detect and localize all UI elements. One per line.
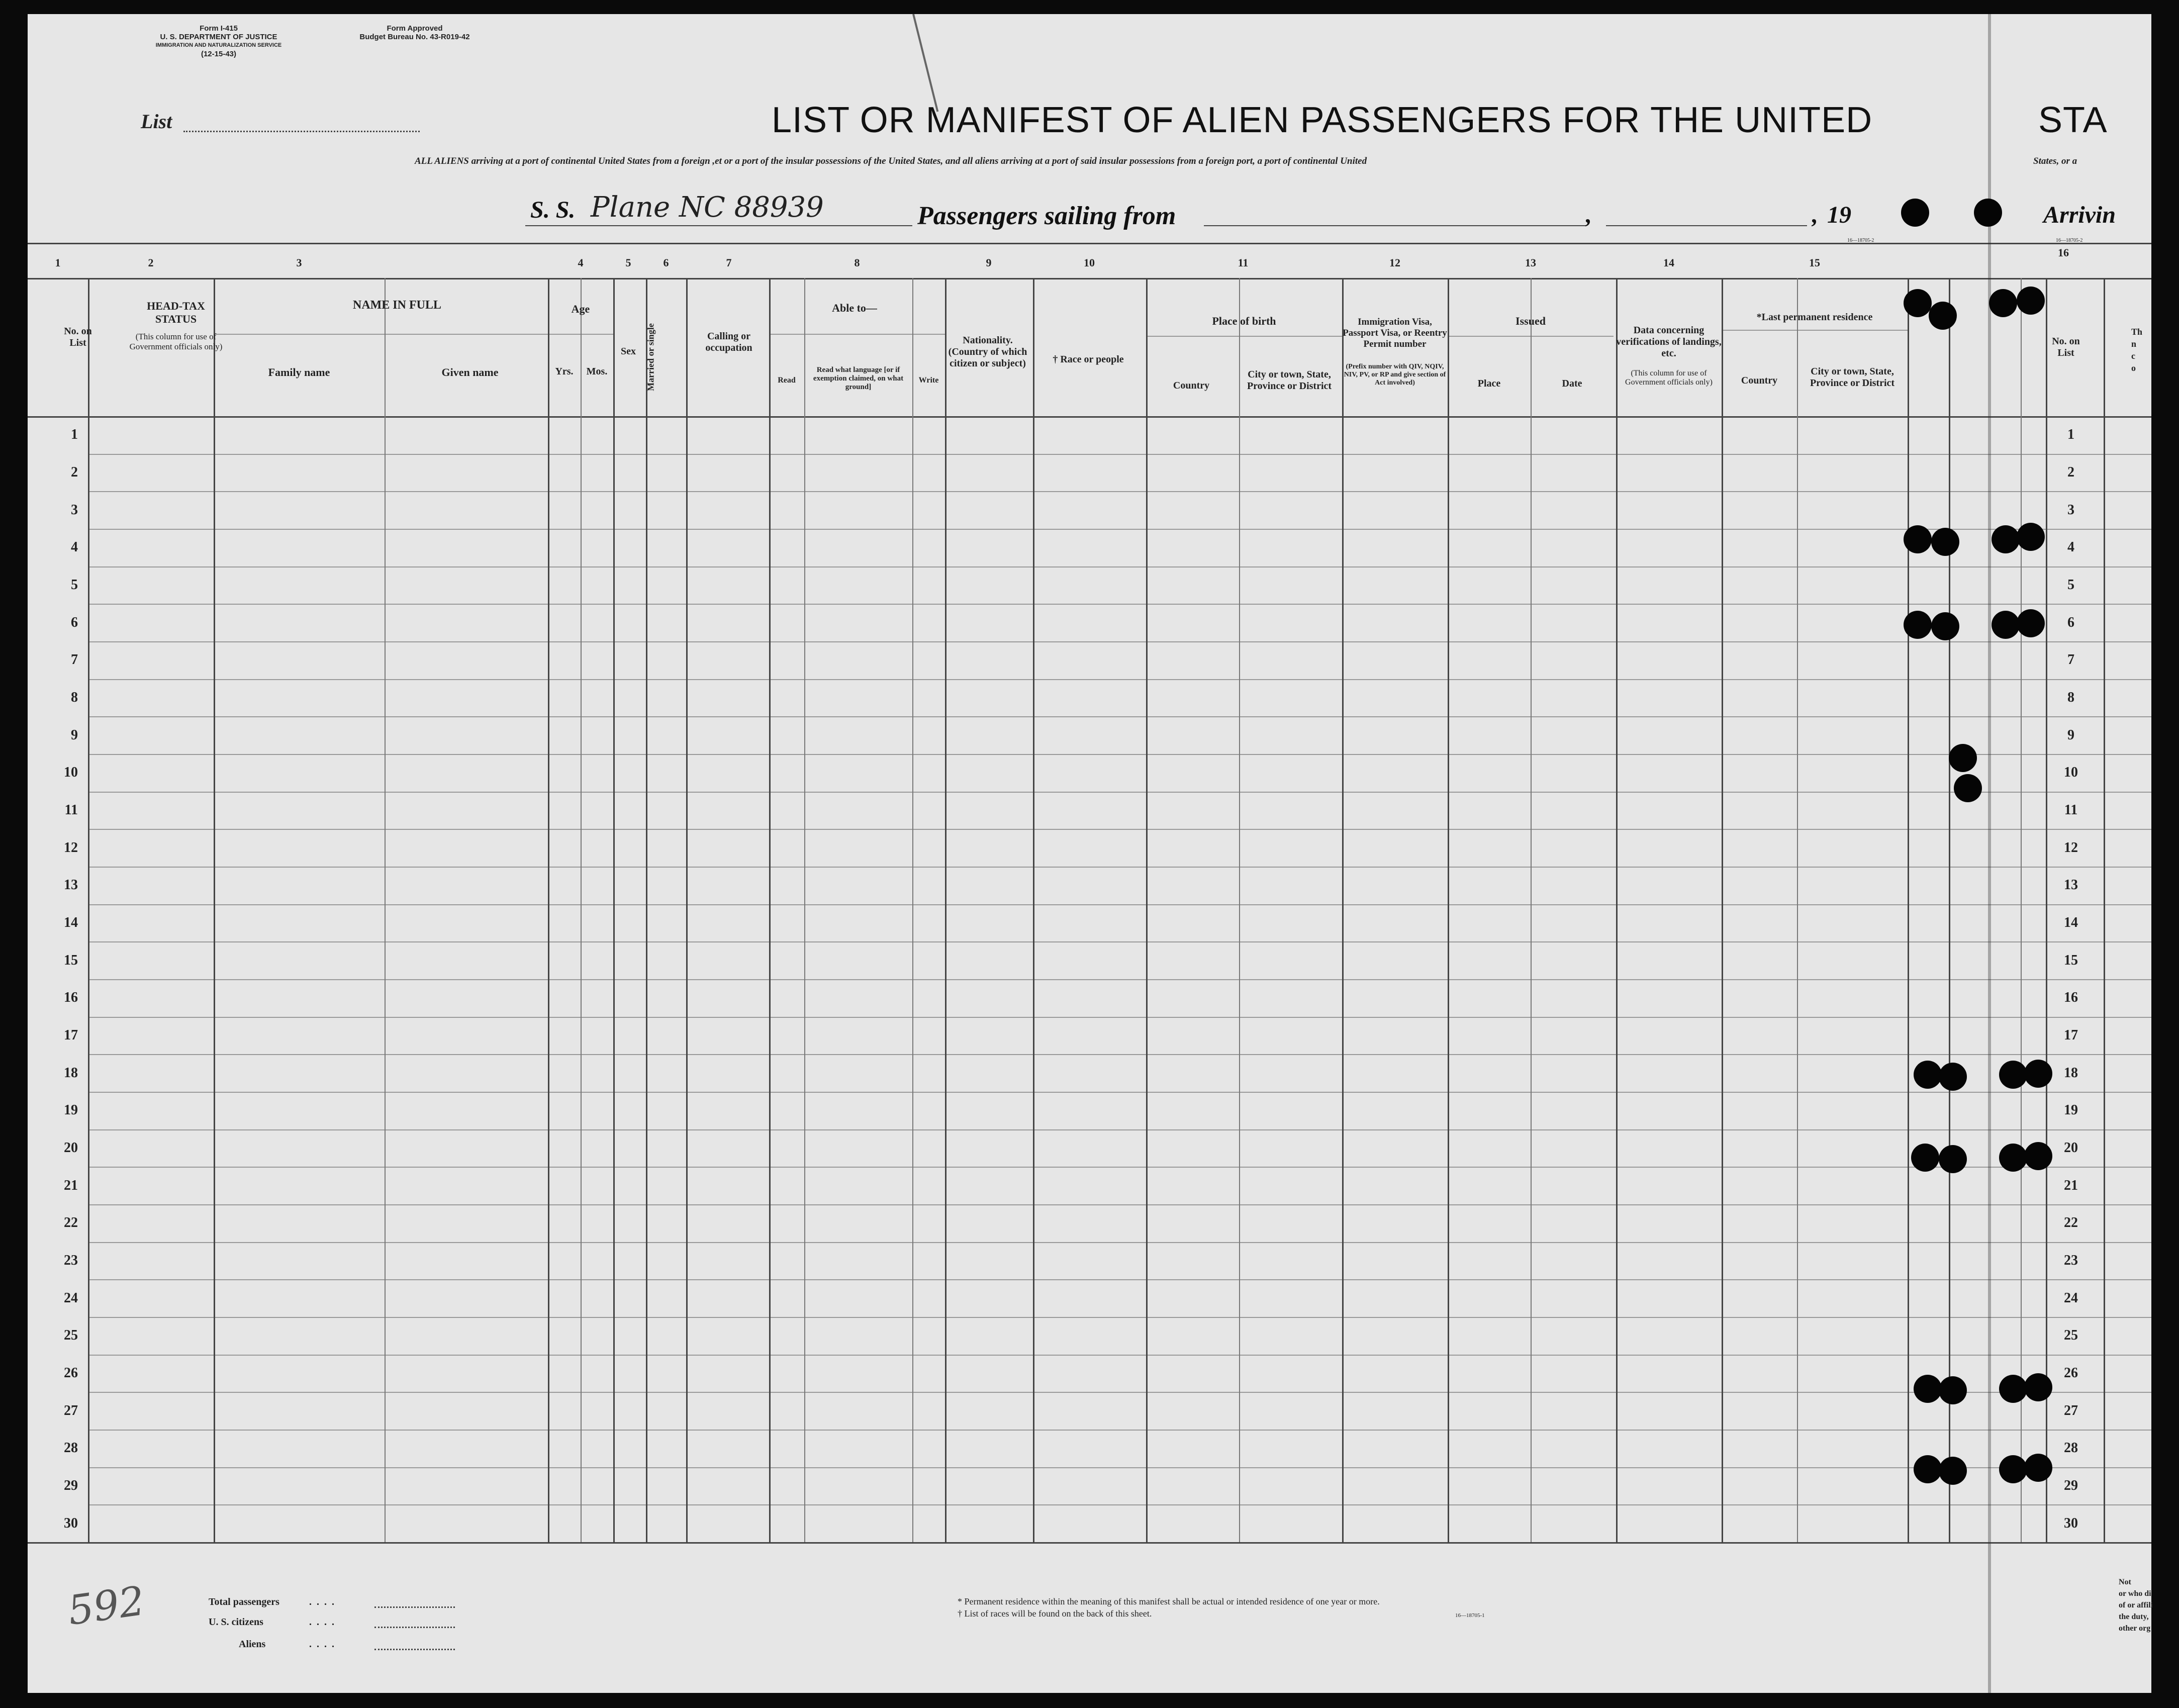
row-line: [88, 566, 2151, 567]
row-number-right: 17: [2064, 1027, 2078, 1043]
row-line: [88, 679, 2151, 680]
punch-hole: [2024, 1142, 2052, 1170]
row-line: [88, 979, 2151, 980]
header-family-name: Family name: [268, 366, 330, 378]
right-hdr-2: n: [2131, 339, 2137, 349]
column-line: [646, 278, 647, 1542]
header-no-on-list-right: No. on List: [2052, 336, 2080, 358]
header-nationality: Nationality. (Country of which citizen or subject): [948, 335, 1027, 369]
row-number: 23: [64, 1253, 78, 1268]
column-number: 6: [663, 256, 669, 269]
row-number-right: 1: [2067, 427, 2074, 443]
row-number: 16: [64, 990, 78, 1006]
row-number-right: 7: [2067, 652, 2074, 668]
row-line: [88, 754, 2151, 755]
row-number-right: 16: [2064, 990, 2078, 1006]
column-line: [1342, 278, 1344, 1542]
row-number-right: 12: [2064, 839, 2078, 856]
column-line: [1033, 278, 1034, 1542]
column-line: [1146, 278, 1148, 1542]
row-number: 18: [64, 1065, 78, 1081]
row-number-right: 9: [2067, 727, 2074, 743]
row-number: 14: [64, 915, 78, 930]
column-number: 8: [854, 256, 860, 269]
header-race: † Race or people: [1053, 354, 1124, 365]
header-issued-place: Place: [1477, 378, 1501, 389]
header-issued: Issued: [1515, 315, 1546, 327]
table-bottom-border: [28, 1542, 2151, 1544]
punch-hole: [1992, 611, 2020, 639]
column-line: [385, 278, 386, 1542]
row-line: [88, 491, 2151, 492]
header-issued-date: Date: [1562, 378, 1582, 389]
vessel-underline: [525, 225, 912, 226]
column-line: [1531, 278, 1532, 1542]
row-number: 25: [64, 1327, 78, 1344]
row-line: [88, 904, 2151, 905]
header-last-residence: *Last permanent residence: [1756, 312, 1873, 323]
row-number: 7: [71, 652, 78, 668]
column-number: 1: [55, 256, 61, 269]
header-visa: Immigration Visa, Passport Visa, or Reentry Permit number: [1343, 317, 1447, 349]
column-line: [686, 278, 688, 1542]
row-number-right: 20: [2064, 1140, 2078, 1156]
aliens-line: [374, 1649, 455, 1650]
column-line: [1908, 278, 1909, 1542]
column-number: 3: [296, 256, 302, 269]
form-meta: [148, 24, 289, 58]
date-code: (12-15-43): [201, 50, 237, 58]
column-line: [804, 278, 805, 1542]
row-number-right: 30: [2064, 1515, 2078, 1531]
row-number-right: 5: [2067, 577, 2074, 593]
column-line: [2104, 278, 2105, 1542]
row-line: [88, 1204, 2151, 1205]
row-line: [88, 1430, 2151, 1431]
punch-hole: [2024, 1060, 2052, 1088]
row-number-right: 11: [2064, 802, 2078, 818]
header-data-note: (This column for use of Government officials only): [1625, 369, 1713, 387]
row-number: 29: [64, 1478, 78, 1493]
header-sex: Sex: [621, 346, 636, 357]
header-head-tax: HEAD-TAX STATUS: [147, 300, 205, 325]
comma-2: ,: [1812, 202, 1818, 228]
row-line: [88, 716, 2151, 717]
punch-hole: [1931, 528, 1959, 556]
punch-hole: [2017, 287, 2045, 315]
punch-hole: [1999, 1375, 2027, 1403]
header-data-landings: Data concerning verifications of landings, etc.: [1616, 325, 1722, 359]
row-number: 20: [64, 1140, 78, 1156]
punch-hole: [1974, 199, 2002, 227]
row-line: [88, 1129, 2151, 1130]
header-visa-note: (Prefix number with QIV, NQIV, NIV, PV, or RP and give section of Act involved): [1344, 363, 1446, 387]
row-number: 9: [71, 727, 78, 743]
footnote-races: † List of races will be found on the back of this sheet.: [958, 1608, 1152, 1619]
header-given-name: Given name: [441, 366, 499, 378]
able-subheader-line: [769, 334, 945, 335]
row-line: [88, 1504, 2151, 1505]
row-line: [88, 1467, 2151, 1468]
punch-hole: [1992, 525, 2020, 553]
column-line: [88, 278, 89, 1542]
row-line: [88, 604, 2151, 605]
row-number: 21: [64, 1177, 78, 1193]
row-number-right: 29: [2064, 1478, 2078, 1493]
row-number-right: 13: [2064, 877, 2078, 893]
list-line: [183, 131, 420, 132]
right-note-1: Not: [2119, 1578, 2131, 1586]
row-number: 12: [64, 839, 78, 856]
header-name-in-full: NAME IN FULL: [352, 299, 441, 312]
header-married: Married or single: [645, 323, 656, 391]
punch-hole: [1914, 1455, 1942, 1483]
punch-hole: [1949, 744, 1977, 772]
column-number: 4: [578, 256, 584, 269]
row-number-right: 28: [2064, 1440, 2078, 1456]
name-subheader-line: [214, 334, 581, 335]
column-line: [581, 278, 582, 1542]
row-number-right: 10: [2064, 765, 2078, 781]
aliens-label: Aliens: [239, 1639, 266, 1650]
column-number: 12: [1389, 256, 1400, 269]
row-number: 8: [71, 690, 78, 705]
punch-hole: [1901, 199, 1929, 227]
column-number: 16: [2058, 246, 2069, 259]
column-line: [613, 278, 615, 1542]
row-number: 3: [71, 502, 78, 518]
punch-hole: [1954, 774, 1982, 802]
header-residence-city: City or town, State, Province or District: [1810, 366, 1895, 389]
punch-hole: [1939, 1145, 1967, 1173]
row-number-right: 14: [2064, 915, 2078, 930]
budget-bureau: Budget Bureau No. 43-R019-42: [359, 33, 470, 41]
header-read-language: Read what language [or if exemption claimed, on what ground]: [813, 366, 904, 391]
column-number: 10: [1084, 256, 1095, 269]
row-number: 13: [64, 877, 78, 893]
row-number-right: 25: [2064, 1327, 2078, 1344]
row-line: [88, 1279, 2151, 1280]
row-number: 26: [64, 1365, 78, 1381]
sailing-label: Passengers sailing from: [917, 202, 1176, 230]
column-number: 15: [1809, 256, 1820, 269]
row-line: [88, 1054, 2151, 1055]
column-line: [1722, 278, 1723, 1542]
header-yrs: Yrs.: [555, 366, 574, 377]
row-number: 1: [71, 427, 78, 443]
row-number-right: 2: [2067, 464, 2074, 480]
punch-hole: [1904, 525, 1932, 553]
column-line: [2046, 278, 2047, 1542]
punch-hole: [1904, 289, 1932, 317]
punch-hole: [2017, 523, 2045, 551]
service: IMMIGRATION AND NATURALIZATION SERVICE: [155, 42, 282, 48]
comma: ,: [1586, 202, 1592, 228]
row-line: [88, 529, 2151, 530]
punch-hole: [1904, 611, 1932, 639]
residence-subheader-line: [1722, 330, 1908, 331]
vessel-prefix: S. S.: [530, 197, 576, 223]
punch-hole: [1931, 612, 1959, 640]
header-birth-country: Country: [1173, 380, 1210, 391]
column-line: [912, 278, 913, 1542]
form-number: Form I-415: [200, 24, 238, 33]
column-line: [214, 278, 215, 1542]
punch-hole: [1929, 302, 1957, 330]
manifest-sheet: [28, 14, 2151, 1693]
row-number: 27: [64, 1402, 78, 1418]
punch-hole: [2024, 1454, 2052, 1482]
page-title-cont: STA: [2038, 100, 2108, 140]
row-line: [88, 1317, 2151, 1318]
punch-hole: [1989, 289, 2017, 317]
punch-hole: [1939, 1063, 1967, 1091]
row-number: 17: [64, 1027, 78, 1043]
row-line: [88, 829, 2151, 830]
column-number: 2: [148, 256, 154, 269]
form-approved: Form Approved: [387, 24, 443, 33]
row-number-right: 19: [2064, 1102, 2078, 1118]
tear-mark: [912, 14, 938, 112]
punch-hole: [2017, 609, 2045, 637]
column-line: [1448, 278, 1449, 1542]
right-note-2: or who di: [2119, 1589, 2151, 1598]
birth-subheader-line: [1146, 336, 1342, 337]
row-number-right: 21: [2064, 1177, 2078, 1193]
row-number-right: 26: [2064, 1365, 2078, 1381]
row-line: [88, 867, 2151, 868]
row-number-right: 3: [2067, 502, 2074, 518]
dots-2: ....: [309, 1617, 339, 1628]
column-number: 13: [1525, 256, 1536, 269]
column-line: [1239, 278, 1240, 1542]
total-passengers-label: Total passengers: [209, 1596, 279, 1607]
row-number: 19: [64, 1102, 78, 1118]
row-number: 6: [71, 614, 78, 630]
column-number: 5: [625, 256, 631, 269]
right-note-4: the duty,: [2119, 1612, 2149, 1621]
year-prefix: 19: [1827, 202, 1851, 228]
print-code: 16—18705-2: [1847, 238, 1874, 243]
header-birth-city: City or town, State, Province or District: [1247, 369, 1332, 392]
us-citizens-label: U. S. citizens: [209, 1617, 263, 1628]
column-line: [2021, 278, 2022, 1542]
column-line: [1797, 278, 1798, 1542]
row-line: [88, 454, 2151, 455]
row-number: 11: [64, 802, 78, 818]
row-line: [88, 1242, 2151, 1243]
department: U. S. DEPARTMENT OF JUSTICE: [160, 33, 277, 41]
row-number-right: 24: [2064, 1290, 2078, 1306]
row-number: 10: [64, 765, 78, 781]
row-number-right: 15: [2064, 952, 2078, 968]
dots-3: ....: [309, 1639, 339, 1650]
row-number: 24: [64, 1290, 78, 1306]
right-partial-note: [2119, 1576, 2153, 1634]
right-note-5: other org: [2119, 1624, 2151, 1633]
row-line: [88, 1392, 2151, 1393]
arriving-label: Arrivin: [2043, 202, 2116, 228]
column-line: [769, 278, 771, 1542]
punch-hole: [1911, 1144, 1939, 1172]
header-place-of-birth: Place of birth: [1212, 315, 1276, 327]
punch-hole: [2024, 1373, 2052, 1401]
right-note-3: of or affili: [2119, 1601, 2153, 1609]
column-line: [945, 278, 946, 1542]
punch-hole: [1914, 1375, 1942, 1403]
us-citizens-line: [374, 1627, 455, 1628]
column-number: 14: [1663, 256, 1674, 269]
punch-hole: [1914, 1061, 1942, 1089]
header-able-to: Able to—: [832, 302, 877, 314]
fold-crease: [1988, 14, 1991, 1693]
header-head-tax-note: (This column for use of Government officials only): [129, 332, 223, 351]
row-number-right: 27: [2064, 1402, 2078, 1418]
handwritten-number: 592: [65, 1577, 148, 1635]
total-passengers-line: [374, 1606, 455, 1608]
header-read: Read: [778, 376, 796, 385]
right-hdr-3: c: [2131, 351, 2135, 361]
right-hdr-1: Th: [2131, 327, 2143, 337]
row-number-right: 22: [2064, 1215, 2078, 1231]
row-number: 22: [64, 1215, 78, 1231]
row-line: [88, 1092, 2151, 1093]
print-code-right: 16—18705-2: [2056, 238, 2083, 243]
punch-hole: [1999, 1455, 2027, 1483]
right-partial-header: [2131, 326, 2142, 374]
header-residence-country: Country: [1741, 375, 1778, 386]
row-number-right: 23: [2064, 1253, 2078, 1268]
row-line: [88, 1167, 2151, 1168]
column-line: [548, 278, 549, 1542]
row-number: 4: [71, 539, 78, 555]
page-title: LIST OR MANIFEST OF ALIEN PASSENGERS FOR THE UNITED: [772, 100, 1873, 140]
row-line: [88, 1355, 2151, 1356]
footnote-residence: * Permanent residence within the meaning of this manifest shall be actual or intended residence of one year or more.: [958, 1596, 1380, 1606]
row-number-right: 18: [2064, 1065, 2078, 1081]
punch-hole: [1939, 1457, 1967, 1485]
sailing-from-line: [1204, 225, 1586, 226]
row-line: [88, 641, 2151, 642]
punch-hole: [1999, 1144, 2027, 1172]
form-approval: [334, 24, 495, 41]
row-number-right: 4: [2067, 539, 2074, 555]
vessel-name: Plane NC 88939: [591, 191, 824, 224]
row-line: [88, 941, 2151, 942]
header-write: Write: [918, 376, 939, 385]
punch-hole: [1939, 1376, 1967, 1404]
row-line: [88, 1017, 2151, 1018]
row-number: 28: [64, 1440, 78, 1456]
punch-hole: [1999, 1061, 2027, 1089]
footer-print-code: 16—18705-1: [1455, 1612, 1485, 1619]
column-line: [1949, 278, 1950, 1542]
subtitle: ALL ALIENS arriving at a port of continental United States from a foreign ,et or a port of the insular possessions of the United States, and all aliens arriving at a port of said insular possessions from a foreign port, a port of continental United: [415, 156, 1367, 166]
row-number: 2: [71, 464, 78, 480]
header-age: Age: [571, 303, 590, 315]
header-calling: Calling or occupation: [705, 331, 752, 353]
column-number: 11: [1238, 256, 1249, 269]
row-number-right: 8: [2067, 690, 2074, 705]
list-label: List: [141, 110, 172, 133]
date-line: [1606, 225, 1807, 226]
row-line: [88, 792, 2151, 793]
right-hdr-4: o: [2131, 363, 2136, 373]
row-number: 15: [64, 952, 78, 968]
column-number: 7: [726, 256, 732, 269]
table-top-border: [28, 243, 2151, 244]
header-mos: Mos.: [586, 366, 608, 377]
column-line: [1616, 278, 1618, 1542]
colnum-row-border: [28, 278, 2151, 279]
row-number: 30: [64, 1515, 78, 1531]
column-number: 9: [986, 256, 992, 269]
header-no-on-list: No. on List: [64, 326, 92, 348]
row-number-right: 6: [2067, 614, 2074, 630]
header-bottom-border: [28, 416, 2151, 418]
dots-1: ....: [309, 1596, 339, 1607]
subtitle-cont: States, or a: [2033, 156, 2077, 166]
row-number: 5: [71, 577, 78, 593]
